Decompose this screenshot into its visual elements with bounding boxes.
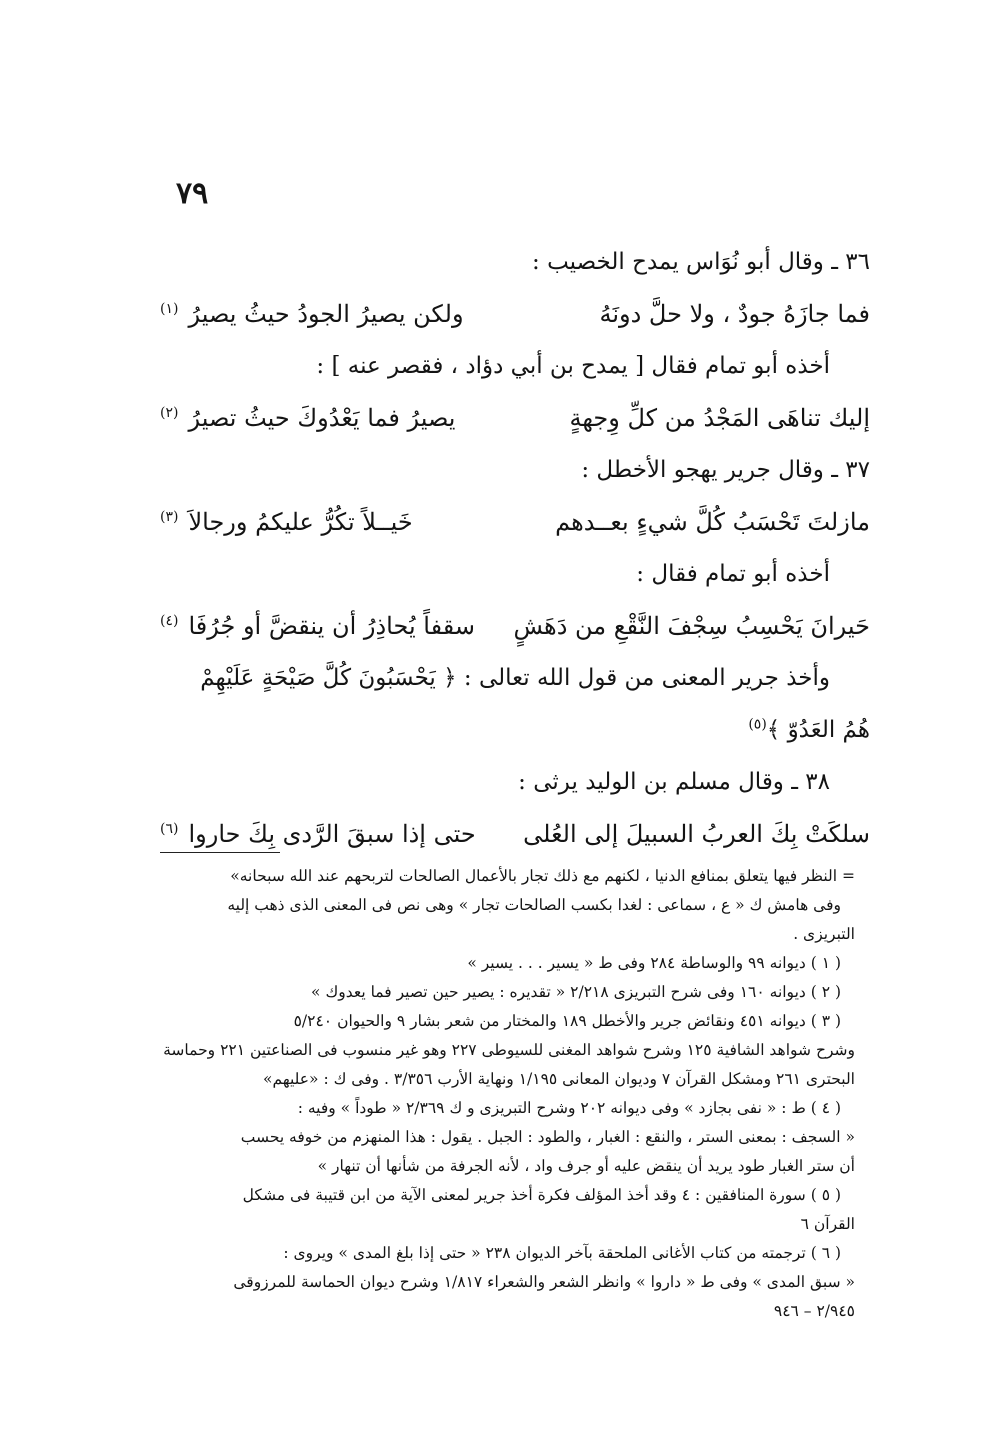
footnote-line: ( ٤ ) ط : « نفى بجازد » وفى ديوانه ٢٠٢ وشرح التبريزى و ك ٢/٣٦٩ « طوداً » وفيه : [297,1099,841,1117]
verse-second-hemistich: خَيــلاً تكُرُّ عليكمُ ورجالاَ [188,508,413,536]
footnote-line: ( ٦ ) ترجمته من كتاب الأغانى الملحقة بآخر الديوان ٢٣٨ « حتى إذا بلغ المدى » ويروى : [283,1244,841,1262]
footnote-line: البحترى ٢٦١ ومشكل القرآن ٧ وديوان المعانى ١/١٩٥ ونهاية الأرب ٣/٣٥٦ . وفى ك : «عليهم» [263,1070,855,1088]
intro-line [150,548,870,600]
footnote-line: وشرح شواهد الشافية ١٢٥ وشرح شواهد المغنى للسيوطى ٢٢٧ وهو غير منسوب فى الصناعتين ٢٢١ وحماسة [163,1041,855,1059]
verse-second-hemistich-wrap [150,496,413,548]
footnote-line: التبريزى . [793,925,855,943]
footnote-reference: (٢) [160,405,179,421]
main-text [150,236,870,860]
footnotes [150,862,855,1326]
footnote-line: « سبق المدى » وفى ط « داروا » وانظر الشعر والشعراء ١/٨١٧ وشرح ديوان الحماسة للمرزوقى [233,1273,855,1291]
verse-first-hemistich: فما جازَهُ جودٌ ، ولا حلَّ دونَهُ [599,300,870,328]
intro-text: وأخذ جرير المعنى من قول الله تعالى : ﴿ يَحْسَبُونَ كُلَّ صَيْحَةٍ عَلَيْهِمْ [200,665,830,691]
footnote-reference: (٣) [160,509,179,525]
verse-second-hemistich-wrap [150,600,475,652]
verse-first-hemistich: حَيرانَ يَحْسِبُ سِجْفَ النَّقْعِ من دَهَشٍ [513,612,870,640]
footnote-line: ٢/٩٤٥ – ٩٤٦ [773,1302,855,1320]
intro-text: هُمُ العَدُوّ ﴾ [766,717,870,743]
intro-line [150,756,870,808]
footnote-reference: (٤) [160,613,179,629]
footnote-line: « السجف : بمعنى الستر ، والنقع : الغبار ، والطود : الجبل . يقول : هذا المنهزم من خوفه يحسب [240,1128,855,1146]
intro-line [150,340,870,392]
footnote-line: ( ٣ ) ديوانه ٤٥١ ونقائض جرير والأخطل ١٨٩ والمختار من شعر بشار ٩ والحيوان ٥/٢٤٠ [293,1012,841,1030]
verse-first-hemistich: مازلتَ تَحْسَبُ كُلَّ شيءٍ بعــدهم [555,508,870,536]
footnote-line: ( ١ ) ديوانه ٩٩ والوساطة ٢٨٤ وفى ط « يسير . . . يسير » [467,954,841,972]
intro-text: ٣٦ ـ وقال أبو نُوَاس يمدح الخصيب : [532,249,870,275]
intro-text: ٣٧ ـ وقال جرير يهجو الأخطل : [581,457,870,483]
verse-line [150,288,870,340]
verse-first-hemistich: سلكَتْ بِكَ العربُ السبيلَ إلى العُلى [523,820,870,848]
intro-line [150,704,870,756]
footnote-line: وفى هامش ك « ع ، سماعى : لغدا بكسب الصالحات تجار » وهى نص فى المعنى الذى ذهب إليه [227,896,841,914]
page-number: ٧٩ [176,176,209,211]
intro-text: أخذه أبو تمام فقال : [636,561,830,587]
verse-second-hemistich-wrap [150,288,464,340]
footnote-reference: (١) [160,301,179,317]
footnote-reference: (٦) [160,821,179,837]
verse-second-hemistich: يصيرُ فما يَعْدُوكَ حيثُ تصيرُ [188,404,456,432]
verse-line [150,392,870,444]
footnote-line: أن ستر الغبار طود يريد أن ينقض عليه أو جرف واد ، لأنه الجرفة من شأنها أن تنهار » [317,1157,855,1175]
footnote-line: ( ٥ ) سورة المنافقين : ٤ وقد أخذ المؤلف فكرة أخذ جرير لمعنى الآية من ابن قتيبة فى مشكل [242,1186,841,1204]
verse-first-hemistich: إليك تناهَى المَجْدُ من كلِّ وِجهةٍ [569,404,870,432]
footnote-line: القرآن ٦ [800,1215,855,1233]
verse-second-hemistich: ولكن يصيرُ الجودُ حيثُ يصيرُ [188,300,464,328]
intro-text: أخذه أبو تمام فقال [ يمدح بن أبي دؤاد ، فقصر عنه ] : [316,353,830,379]
footnote-divider [160,852,280,853]
verse-line [150,496,870,548]
verse-second-hemistich: حتى إذا سبقَ الرَّدى بِكَ حاروا [188,820,476,848]
verse-second-hemistich: سقفاً يُحاذِرُ أن ينقضَّ أو جُرُفَا [188,612,475,640]
intro-line [150,444,870,496]
intro-line [150,236,870,288]
verse-line [150,600,870,652]
verse-second-hemistich-wrap [150,392,455,444]
footnote-line: ( ٢ ) ديوانه ١٦٠ وفى شرح التبريزى ٢/٢١٨ « تقديره : يصير حين تصير فما يعدوك » [311,983,841,1001]
intro-text: ٣٨ ـ وقال مسلم بن الوليد يرثى : [518,769,830,795]
intro-line [150,652,870,704]
footnote-line: = النظر فيها يتعلق بمنافع الدنيا ، لكنهم مع ذلك تجار بالأعمال الصالحات لتربحهم عند الله سبحانه» [230,867,855,885]
footnote-reference: (٥) [748,716,767,733]
